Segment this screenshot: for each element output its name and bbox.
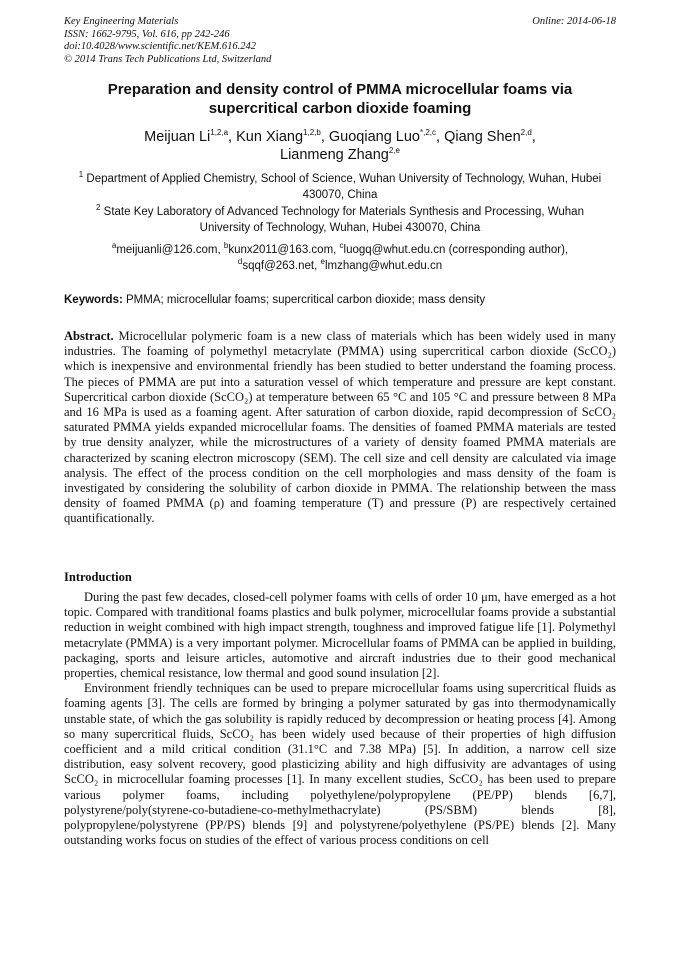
author: Guoqiang Luo$^{*,2,c}$,	[328, 128, 445, 145]
abstract-label: Abstract.	[64, 329, 114, 343]
keywords-label: Keywords:	[64, 294, 123, 306]
affiliation-1: $^1$ Department of Applied Chemistry, School of Science, Wuhan University of Technology, Wuhan, Hubei 430070, China	[78, 170, 602, 201]
email-list	[64, 243, 616, 274]
author: Lianmeng Zhang$^{2,e}$	[280, 146, 400, 163]
journal-header	[64, 16, 616, 66]
email: $^e$lmzhang@whut.edu.cn	[320, 256, 443, 272]
email: $^a$meijuanli@126.com,	[111, 241, 224, 256]
author: Meijuan Li$^{1,2,a}$,	[144, 128, 237, 145]
paragraph: During the past few decades, closed-cell polymer foams with cells of order 10 μm, have emerged as a hot topic. Compared with tranditional foams plastics and bulk polymer, microcellular foams provide a substantial reduction in weight combined with high impact strength, toughness and improved fatigue life [1]. Polymethyl metacrylate (PMMA) is a very important polymer. Microcellular foams of PMMA can be applied in building, packaging, sports and leisure articles, automotive and aircraft industries due to their good mechanical properties, chemical resistance, low thermal and good sound insulation [2].	[64, 590, 616, 681]
paragraph: Environment friendly techniques can be used to prepare microcellular foams using supercritical fluids as foaming agents [3]. The cells are formed by bringing a polymer saturated by gas into thermodynamically unstable state, of which the gas solubility is rapidly reduced by decompression or heating process [4]. Among so many supercritical fluids, ScCO₂ has been widely used because of their properties of high diffusion coefficient and a mild critical condition (31.1°C and 7.38 MPa) [5]. In addition, a narrow cell size distribution, easy solvent recovery, good plasticizing ability and high diffusivity are advantages of using ScCO₂ in microcellular foaming processes [1]. In many excellent studies, ScCO₂ has been used to prepare various polymer foams, including polyethylene/polypropylene (PE/PP) blends [6,7], polystyrene/poly(styrene-co-butadiene-co-methylmethacrylate) (PS/SBM) blends [8], polypropylene/polystyrene (PP/PS) blends [9] and polystyrene/polyethylene (PS/PE) blends [2]. Many outstanding works focus on studies of the effect of various process conditions on cell	[64, 681, 616, 848]
paper-title: Preparation and density control of PMMA microcellular foams via supercritical carbon dioxide foaming	[107, 81, 573, 117]
introduction-body	[64, 590, 616, 848]
abstract	[64, 329, 616, 527]
author: Kun Xiang$^{1,2,b}$,	[236, 128, 329, 145]
online-date: Online: 2014-06-18	[532, 16, 616, 27]
keywords-line	[64, 293, 616, 308]
author: Qiang Shen$^{2,d}$,	[444, 128, 536, 145]
email: $^b$kunx2011@163.com,	[223, 241, 340, 256]
journal-name: Key Engineering Materials	[64, 16, 179, 27]
email: $^d$sqqf@263.net,	[237, 256, 321, 272]
author-list	[64, 128, 616, 164]
email: $^c$luogq@whut.edu.cn (corresponding author),	[339, 241, 569, 256]
doi-line: doi:10.4028/www.scientific.net/KEM.616.242	[64, 41, 256, 52]
issn-line: ISSN: 1662-9795, Vol. 616, pp 242-246	[64, 28, 230, 40]
copyright-line: © 2014 Trans Tech Publications Ltd, Switzerland	[64, 53, 272, 65]
abstract-text: Microcellular polymeric foam is a new class of materials which has been widely used in many industries. The foaming of polymethyl metacrylate (PMMA) using supercritical carbon dioxide (ScCO₂) which is inexpensive and environmental friendly has been studied to better understand the foaming process. The pieces of PMMA are put into a saturation vessel of which temperature and pressure are kept constant. Supercritical carbon dioxide (ScCO₂) at temperature between 65 °C and 105 °C and pressure between 8 MPa and 16 MPa is used as a foaming agent. After saturation of carbon dioxide, rapid decompression of ScCO₂ saturated PMMA yields expanded microcellular foams. The densities of foamed PMMA materials are tested by true density analyzer, while the microstructures of a variety of density foamed PMMA materials are characterized by scaning electron microscopy (SEM). The cell size and cell density are calculated via image analysis. The effect of the process condition on the cell morphologies and mass density of the foam is investigated by considering the solubility of carbon dioxide in PMMA. The relationship between the mass density of foamed PMMA (ρ) and foaming temperature (T) and pressure (P) are respectively certained quantificationally.	[64, 329, 616, 526]
section-heading-introduction: Introduction	[64, 570, 132, 584]
affiliation-2: $^2$ State Key Laboratory of Advanced Technology for Materials Synthesis and Processing, Wuhan University of Technology, Wuhan, Hubei 430070, China	[96, 203, 584, 234]
keywords-text: PMMA; microcellular foams; supercritical carbon dioxide; mass density	[126, 294, 486, 306]
